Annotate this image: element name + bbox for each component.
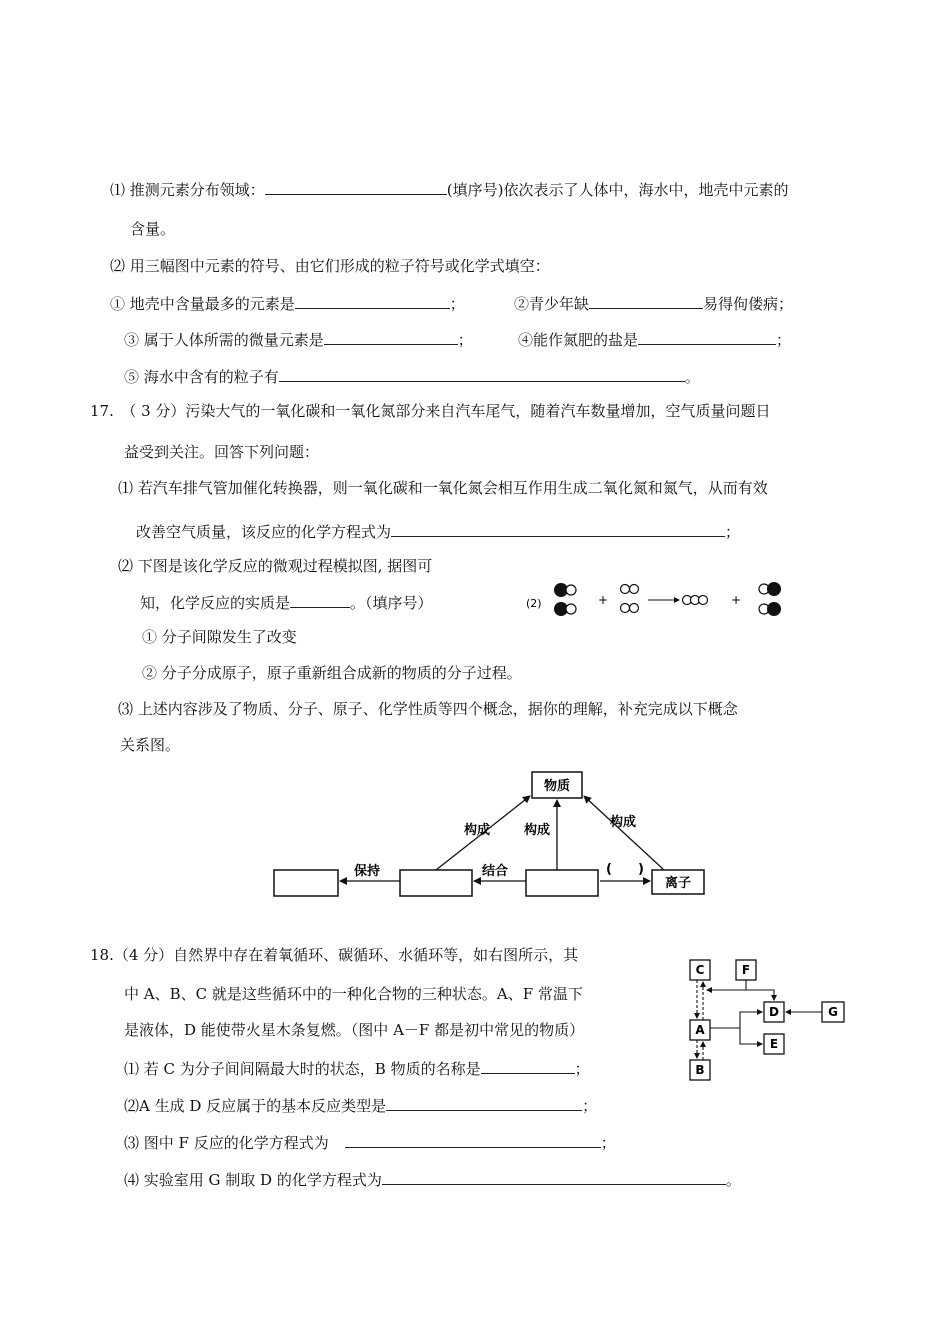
node-a-label: A [695,1023,705,1037]
q16-s4: ④能作氮肥的盐是 ； [518,328,791,350]
q18-line1: 18.（4 分）自然界中存在着氧循环、碳循环、水循环等，如右图所示，其 [90,946,579,964]
ion-label: 离子 [664,876,692,891]
compose-arrow-right [584,796,664,870]
answer-blank[interactable] [324,328,458,345]
q16-part2: ⑵ 用三幅图中元素的符号、由它们形成的粒子符号或化学式填空： [110,257,550,275]
q17-option-1: ① 分子间隙发生了改变 [142,628,297,646]
reactant-no-molecules [621,585,639,613]
empty-box-2[interactable] [400,870,472,896]
q17-part2-line1: ⑵ 下图是该化学反应的微观过程模拟图, 据图可 [118,557,433,575]
answer-blank[interactable] [265,178,447,195]
q17-option-2: ② 分子分成原子，原子重新组合成新的物质的分子过程。 [142,664,522,682]
q16-s3: ③ 属于人体所需的微量元素是 ； [124,328,473,350]
q16-s1-s2: ① 地壳中含量最多的元素是 ； [110,292,465,314]
answer-blank[interactable] [295,292,450,309]
q16-part1-line2: 含量。 [130,220,176,238]
answer-blank[interactable] [279,365,685,382]
reaction-arrow [648,597,680,603]
cycle-diagram [684,956,854,1086]
node-f-label: F [741,963,751,977]
plus-sign: + [731,593,742,607]
node-b-label: B [695,1063,705,1077]
q17-part1-line2: 改善空气质量，该反应的化学方程式为 ； [136,520,740,542]
compose-label-right: 构成 [610,815,637,830]
concept-map-diagram [268,764,720,904]
q17-part3-line1: ⑶ 上述内容涉及了物质、分子、原子、化学性质等四个概念，据你的理解，补充完成以下概念 [118,700,738,718]
empty-box-3[interactable] [526,870,598,896]
q17-part3-line2: 关系图。 [120,736,181,754]
molecular-reaction-diagram [524,578,814,624]
keep-label: 保持 [354,864,381,879]
plus-sign: + [598,593,609,607]
answer-blank[interactable] [391,520,725,537]
compose-label-middle: 构成 [524,823,551,838]
q18-part2: ⑵A 生成 D 反应属于的基本反应类型是 ； [124,1094,597,1116]
q17-part2-line2: 知，化学反应的实质是 。（填序号） [140,591,433,613]
q16-s2: ②青少年缺 易得佝偻病； [514,292,793,314]
answer-blank[interactable] [589,292,703,309]
q17-intro-line2: 益受到关注。回答下列问题： [124,443,320,461]
diagram-part-label: (2) [526,597,542,610]
q17-intro-line1: 17. （ 3 分）污染大气的一氧化碳和一氧化氮部分来自汽车尾气，随着汽车数量增加，空气质量问题日 [90,402,771,420]
answer-blank[interactable] [638,328,776,345]
paren-label[interactable]: ( ) [606,862,644,877]
q16-s5: ⑤ 海水中含有的粒子有 。 [124,365,700,387]
q18-line3: 是液体，D 能使带火星木条复燃。（图中 A－F 都是初中常见的物质） [124,1021,585,1039]
empty-box-1[interactable] [274,870,338,896]
combine-label: 结合 [482,864,509,879]
q18-line2: 中 A、B、C 就是这些循环中的一种化合物的三种状态。A、F 常温下 [124,985,583,1003]
node-g-label: G [828,1005,838,1019]
q18-part4: ⑷ 实验室用 G 制取 D 的化学方程式为 。 [124,1168,741,1190]
reactant-co-molecules [554,583,576,616]
answer-blank[interactable] [382,1168,726,1185]
answer-blank[interactable] [345,1131,601,1148]
answer-blank[interactable] [481,1057,575,1074]
substance-label: 物质 [543,779,571,794]
node-d-label: D [769,1005,779,1019]
q16-part1-line1: ⑴ 推测元素分布领域： (填序号)依次表示了人体中，海水中，地壳中元素的 [110,178,789,200]
product-co2-molecules [759,582,781,616]
answer-blank[interactable] [290,591,350,608]
q17-part1-line1: ⑴ 若汽车排气管加催化转换器，则一氧化碳和一氧化氮会相互作用生成二氧化氮和氮气，从而有效 [118,479,768,497]
q18-part1: ⑴ 若 C 为分子间间隔最大时的状态，B 物质的名称是 ； [124,1057,590,1079]
node-c-label: C [695,963,705,977]
product-n2-molecule [683,596,708,605]
compose-label-left: 构成 [464,823,491,838]
q18-part3: ⑶ 图中 F 反应的化学方程式为 ； [124,1131,616,1153]
node-e-label: E [769,1037,779,1051]
answer-blank[interactable] [386,1094,582,1111]
